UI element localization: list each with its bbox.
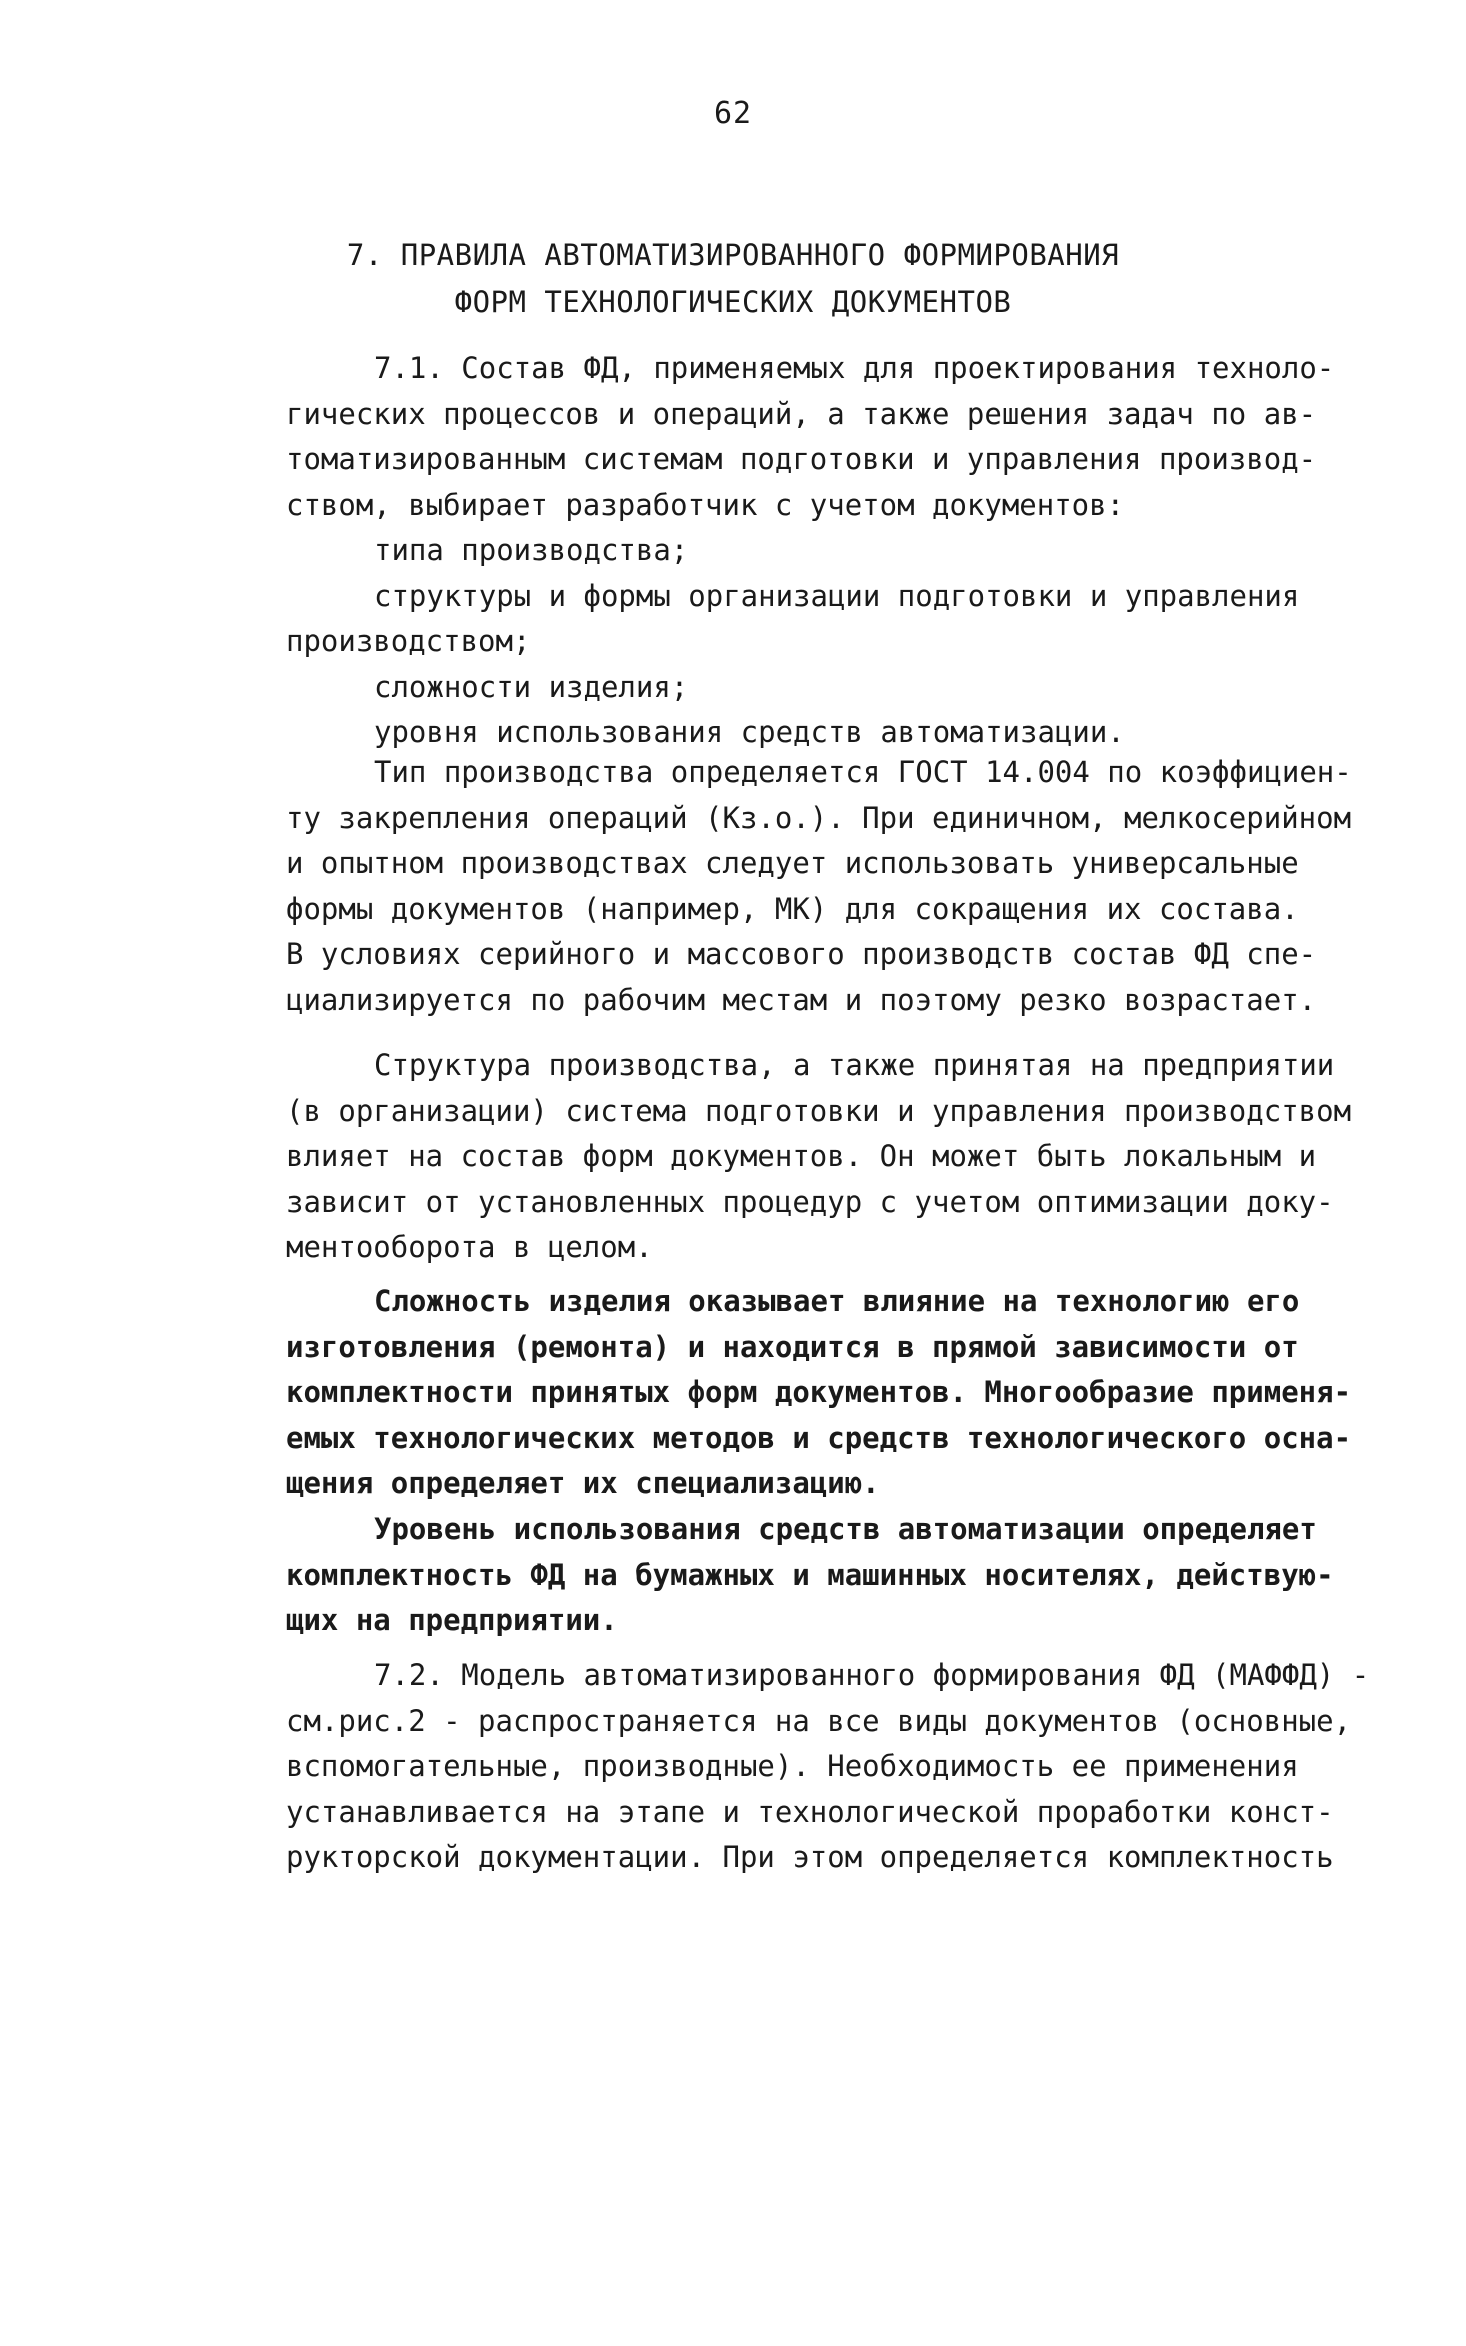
text-line: и опытном производствах следует использовать универсальные (286, 846, 1299, 880)
paragraph-product-complexity (286, 1279, 1401, 1507)
section-heading (0, 232, 1466, 326)
text-line: щих на предприятии. (286, 1603, 618, 1637)
text-line: изготовления (ремонта) и находится в прямой зависимости от (286, 1329, 1299, 1364)
text-line: емых технологических методов и средств технологического осна- (286, 1420, 1352, 1455)
text-line: производством; (286, 624, 531, 658)
paragraph-7-2 (286, 1653, 1401, 1881)
text-line: вспомогательные, производные). Необходимость ее применения (286, 1749, 1299, 1783)
paragraph-7-1 (286, 346, 1401, 756)
text-line: (в организации) система подготовки и управления производством (286, 1093, 1352, 1128)
text-line: ту закрепления операций (Кз.о.). При единичном, мелкосерийном (286, 800, 1352, 835)
text-line: 7.1. Состав ФД, применяемых для проектирования техноло- (374, 351, 1335, 385)
page-number: 62 (713, 96, 753, 131)
text-line: гических процессов и операций, а также решения задач по ав- (286, 396, 1317, 431)
text-line: циализируется по рабочим местам и поэтому резко возрастает. (286, 982, 1317, 1017)
text-line: томатизированным системам подготовки и управления производ- (286, 442, 1317, 476)
text-line: устанавливается на этапе и технологической проработки конст- (286, 1794, 1334, 1829)
text-line: зависит от установленных процедур с учетом оптимизации доку- (286, 1184, 1334, 1219)
text-line: Уровень использования средств автоматизации определяет (374, 1512, 1317, 1546)
text-line: щения определяет их специализацию. (286, 1466, 880, 1500)
text-line: формы документов (например, МК) для сокращения их состава. (286, 891, 1299, 926)
text-line: комплектности принятых форм документов. Многообразие применя- (286, 1375, 1352, 1409)
paragraph-production-structure (286, 1043, 1401, 1271)
text-line: Структура производства, а также принятая на предприятии (374, 1048, 1335, 1082)
text-line: структуры и формы организации подготовки и управления (374, 578, 1300, 613)
text-line: Сложность изделия оказывает влияние на технологию его (374, 1284, 1300, 1318)
heading-line-2: ФОРМ ТЕХНОЛОГИЧЕСКИХ ДОКУМЕНТОВ (454, 285, 1012, 319)
text-line: сложности изделия; (374, 669, 689, 704)
paragraph-automation-level (286, 1507, 1401, 1644)
text-line: В условиях серийного и массового производств состав ФД спе- (286, 937, 1317, 971)
text-line: Тип производства определяется ГОСТ 14.004 по коэффициен- (374, 755, 1352, 789)
heading-line-1: 7. ПРАВИЛА АВТОМАТИЗИРОВАННОГО ФОРМИРОВАНИЯ (346, 238, 1120, 272)
text-line: влияет на состав форм документов. Он может быть локальным и (286, 1139, 1317, 1173)
paragraph-production-type (286, 750, 1401, 1023)
text-line: уровня использования средств автоматизации. (374, 715, 1125, 749)
text-line: см.рис.2 - распространяется на все виды документов (основные, (286, 1703, 1352, 1738)
text-line: типа производства; (374, 533, 689, 567)
text-line: ментооборота в целом. (286, 1230, 653, 1264)
text-line: 7.2. Модель автоматизированного формирования ФД (МАФФД) - (374, 1658, 1370, 1692)
text-line: ством, выбирает разработчик с учетом документов: (286, 487, 1125, 522)
text-line: комплектность ФД на бумажных и машинных носителях, действую- (286, 1557, 1334, 1592)
text-line: рукторской документации. При этом определяется комплектность (286, 1840, 1334, 1874)
